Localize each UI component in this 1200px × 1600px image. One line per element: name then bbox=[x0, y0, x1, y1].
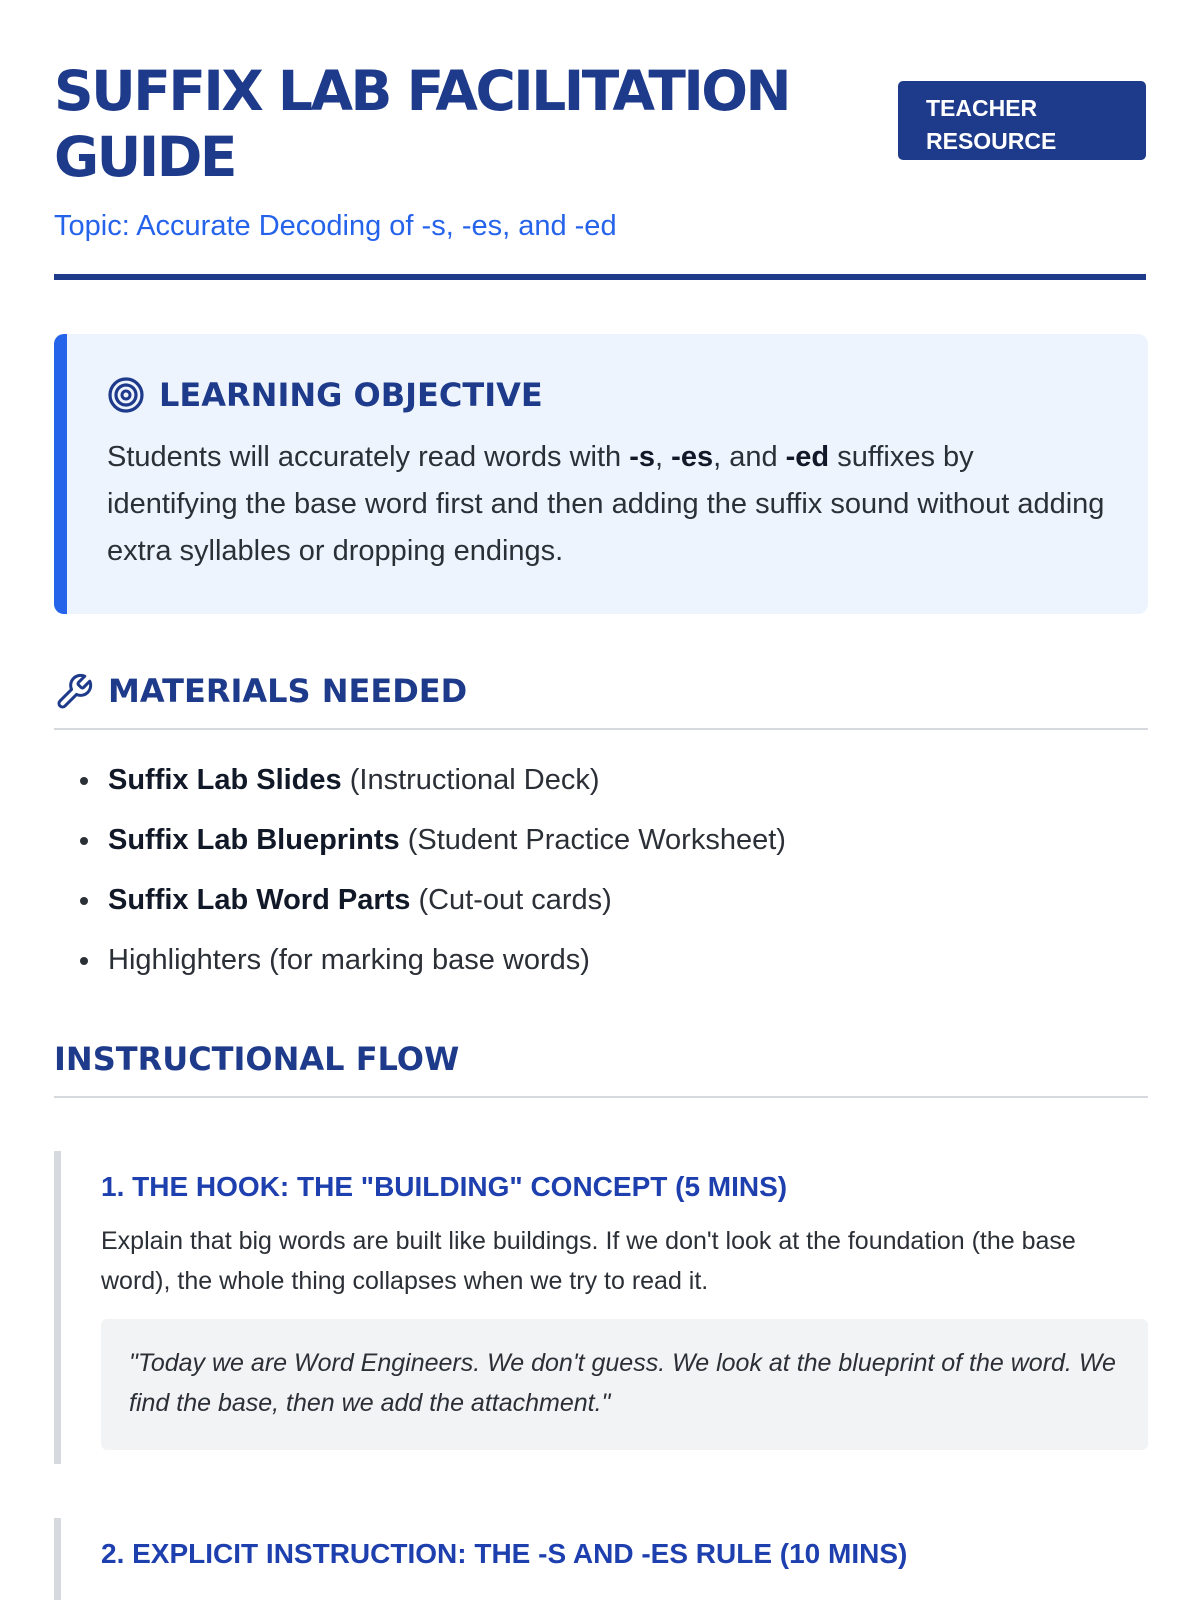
list-item bbox=[54, 750, 1148, 810]
objective-text-part: Students will accurately read words with bbox=[107, 441, 630, 473]
step-title: 1. THE HOOK: THE "BUILDING" CONCEPT (5 MINS) bbox=[101, 1171, 788, 1202]
objective-heading bbox=[107, 376, 1108, 414]
flow-heading bbox=[54, 1040, 1148, 1098]
materials-heading bbox=[54, 672, 1148, 730]
page-title: SUFFIX LAB FACILITATION GUIDE bbox=[54, 59, 790, 189]
objective-heading-text: LEARNING OBJECTIVE bbox=[159, 376, 543, 414]
wrench-icon bbox=[54, 672, 94, 712]
materials-section bbox=[54, 672, 1148, 990]
material-detail: (Cut-out cards) bbox=[410, 884, 612, 916]
material-name: Suffix Lab Slides bbox=[108, 764, 342, 796]
objective-separator: , bbox=[655, 441, 672, 473]
step-title: 2. EXPLICIT INSTRUCTION: THE -S AND -ES RULE (10 MINS) bbox=[101, 1538, 908, 1569]
list-item bbox=[54, 810, 1148, 870]
learning-objective-box bbox=[54, 334, 1148, 614]
list-item bbox=[54, 870, 1148, 930]
teacher-resource-badge: TEACHER RESOURCE bbox=[898, 81, 1146, 160]
flow-step-2 bbox=[54, 1518, 1148, 1600]
instructional-flow-section bbox=[54, 1040, 1148, 1569]
objective-text bbox=[107, 434, 1108, 575]
page-subtitle: Topic: Accurate Decoding of -s, -es, and -ed bbox=[54, 210, 617, 242]
material-detail: Highlighters (for marking base words) bbox=[108, 944, 590, 976]
list-item bbox=[54, 930, 1148, 990]
step-text: Explain that big words are built like buildings. If we don't look at the foundation (the base word), the whole thing collapses when we try to read it. bbox=[101, 1227, 1076, 1295]
material-detail: (Student Practice Worksheet) bbox=[399, 824, 786, 856]
teacher-script-quote: "Today we are Word Engineers. We don't guess. We look at the blueprint of the word. We find the base, then we add the attachment." bbox=[101, 1319, 1148, 1450]
suffix-ed: -ed bbox=[785, 441, 830, 473]
target-icon bbox=[107, 376, 145, 414]
flow-step-1 bbox=[54, 1151, 1148, 1464]
flow-heading-text: INSTRUCTIONAL FLOW bbox=[54, 1040, 460, 1078]
material-name: Suffix Lab Blueprints bbox=[108, 824, 400, 856]
objective-separator: , and bbox=[713, 441, 786, 473]
materials-list bbox=[54, 750, 1148, 990]
suffix-es: -es bbox=[671, 441, 714, 473]
materials-heading-text: MATERIALS NEEDED bbox=[108, 672, 468, 710]
suffix-s: -s bbox=[629, 441, 656, 473]
material-name: Suffix Lab Word Parts bbox=[108, 884, 411, 916]
material-detail: (Instructional Deck) bbox=[341, 764, 600, 796]
objective-text-part: suffixes by identifying the base word first and then adding the suffix sound without adding extra syllables or dropping endings. bbox=[107, 441, 1105, 567]
page-header bbox=[54, 0, 1146, 280]
